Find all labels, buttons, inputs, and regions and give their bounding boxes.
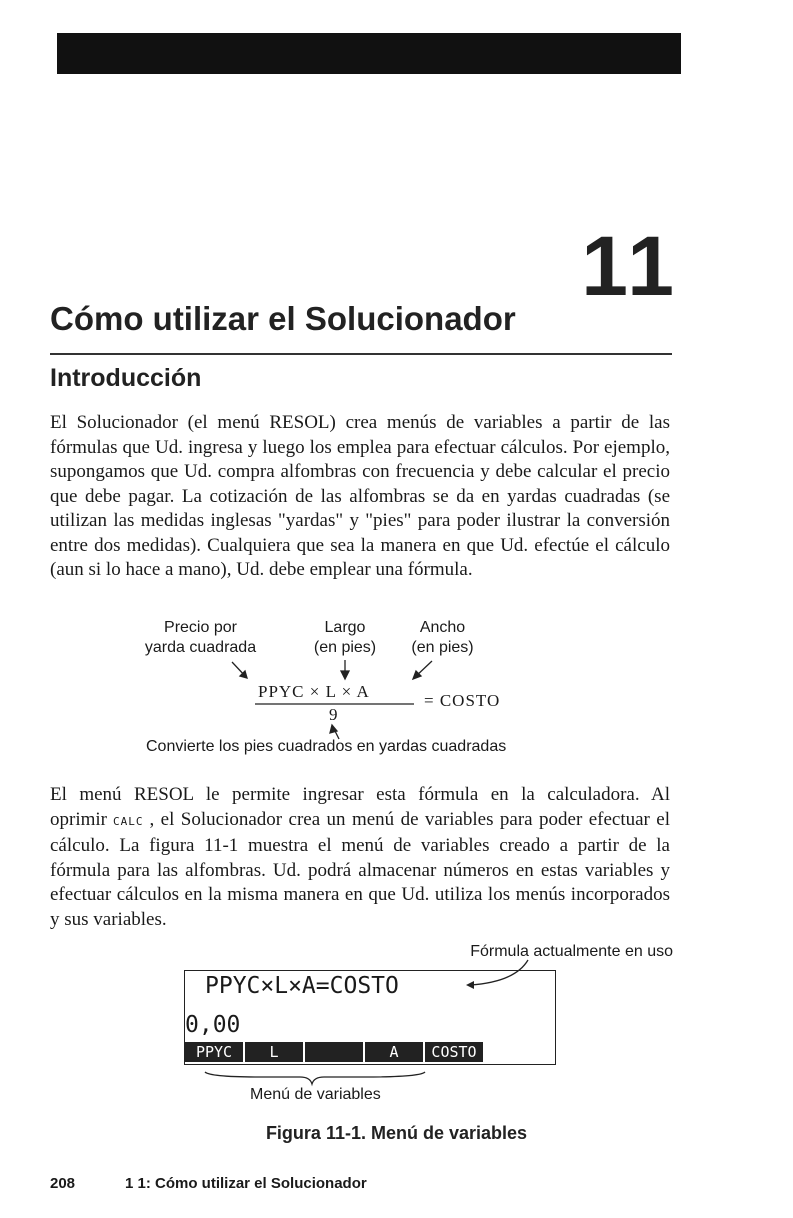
chapter-number: 11 [581, 219, 678, 313]
formula-numerator: PPYC × L × A [258, 682, 370, 701]
menu-paragraph: El menú RESOL le permite ingresar esta fórmula en la calculadora. Al oprimir CALC , el Solucionador crea un menú de variables para poder efectuar el cálculo. La figura 11-1 muestra el menú de variables creado a partir de la fórmula para las alfombras. Ud. podrá almacenar números en estas variables y efectuar cálculos en la misma manera en que Ud. utiliza los menús incorporados y sus variables. [50, 784, 670, 930]
menu-brace [205, 1072, 425, 1084]
page-number: 208 [50, 1175, 76, 1192]
width-label: Ancho (en pies) [411, 619, 474, 656]
menu-key-costo[interactable]: COSTO [425, 1042, 483, 1062]
menu-key-ppyc[interactable]: PPYC [185, 1042, 243, 1062]
menu-variables-annotation: Menú de variables [250, 1086, 381, 1103]
menu-key-l[interactable]: L [245, 1042, 303, 1062]
intro-paragraph: El Solucionador (el menú RESOL) crea menús de variables a partir de las fórmulas que Ud. ingresa y luego los emplea para efectuar cálculos. Por ejemplo, supongamos que Ud. compra alfombras con frecuencia y debe calcular el precio que debe pagar. La cotización de las alfombras se da en yardas cuadradas (se utilizan las medidas inglesas "yardas" y "pies" para poder ilustrar la conversión entre dos medidas). Cualquiera que sea la manera en que Ud. efectúe el cálculo (aun si lo hace a mano), Ud. debe emplear una fórmula. [50, 412, 670, 580]
display-formula: PPYC×L×A=COSTO [205, 973, 399, 999]
figure-caption: Figura 11-1. Menú de variables [265, 1123, 528, 1143]
menu-key-a[interactable]: A [365, 1042, 423, 1062]
running-title: 1 1: Cómo utilizar el Solucionador [125, 1175, 367, 1192]
formula-in-use-annotation: Fórmula actualmente en uso [470, 943, 673, 960]
section-title: Introducción [50, 364, 202, 392]
formula-result: = COSTO [424, 691, 501, 710]
chapter-title: Cómo utilizar el Solucionador [50, 300, 516, 337]
formula-denominator: 9 [329, 705, 338, 724]
conversion-note: Convierte los pies cuadrados en yardas cuadradas [146, 738, 507, 755]
calc-key: CALC [113, 814, 144, 828]
display-value: 0,00 [185, 1012, 241, 1038]
length-label: Largo (en pies) [313, 619, 377, 656]
price-label: Precio por yarda cuadrada [144, 619, 257, 656]
arrow-formula-in-use [470, 960, 528, 985]
